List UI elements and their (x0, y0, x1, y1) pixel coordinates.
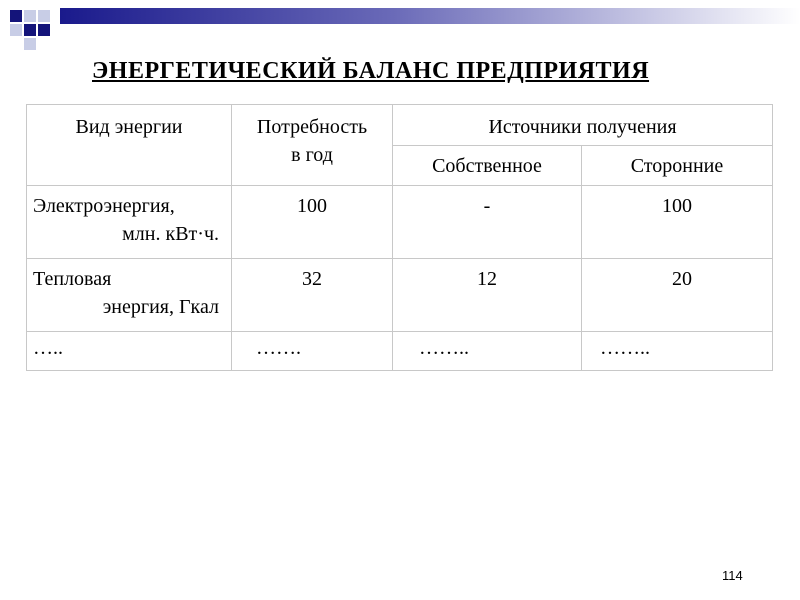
table-row (27, 332, 773, 371)
page-number: 114 (722, 568, 743, 583)
row-name-line1: Электроэнергия, (33, 195, 175, 217)
table-cell (582, 259, 773, 332)
table-cell (27, 259, 232, 332)
table-cell (393, 332, 582, 371)
slide-title: ЭНЕРГЕТИЧЕСКИЙ БАЛАНС ПРЕДПРИЯТИЯ (92, 58, 650, 84)
row-name-line1: ….. (33, 337, 63, 359)
header-own: Собственное (432, 155, 542, 177)
header-cell (393, 146, 582, 186)
row-need: 32 (302, 268, 322, 290)
row-name-line2: энергия, Гкал (102, 296, 219, 318)
table-cell (393, 186, 582, 259)
header-gradient-bar (60, 8, 800, 24)
row-name-line2: млн. кВт·ч. (122, 223, 219, 245)
table-row (27, 259, 773, 332)
header-external: Сторонние (630, 155, 724, 177)
table-cell (582, 332, 773, 371)
header-cell (582, 146, 773, 186)
deco-square (10, 10, 22, 22)
row-external: …….. (600, 337, 650, 359)
deco-square (24, 24, 36, 36)
header-sources: Источники получения (488, 116, 677, 138)
deco-square (38, 10, 50, 22)
row-own: - (483, 195, 491, 217)
deco-square (38, 24, 50, 36)
header-need-line2: в год (291, 144, 333, 166)
table-cell (232, 186, 393, 259)
table-row (27, 186, 773, 259)
table-header-row (27, 105, 773, 146)
row-name-line1: Тепловая (33, 268, 112, 290)
row-external: 20 (672, 268, 692, 290)
energy-balance-table (26, 104, 773, 371)
table-cell (393, 259, 582, 332)
header-cell (27, 105, 232, 186)
header-type: Вид энергии (75, 116, 183, 138)
deco-square (10, 24, 22, 36)
header-need-line1: Потребность (256, 116, 368, 138)
row-need: 100 (297, 195, 327, 217)
row-own: 12 (477, 268, 497, 290)
row-need: ……. (256, 337, 301, 359)
row-own: …….. (419, 337, 469, 359)
header-cell (393, 105, 773, 146)
table-cell (232, 332, 393, 371)
table-cell (27, 186, 232, 259)
deco-square (24, 38, 36, 50)
table-cell (582, 186, 773, 259)
row-external: 100 (662, 195, 692, 217)
header-cell (232, 105, 393, 186)
table-cell (232, 259, 393, 332)
table-cell (27, 332, 232, 371)
deco-square (24, 10, 36, 22)
